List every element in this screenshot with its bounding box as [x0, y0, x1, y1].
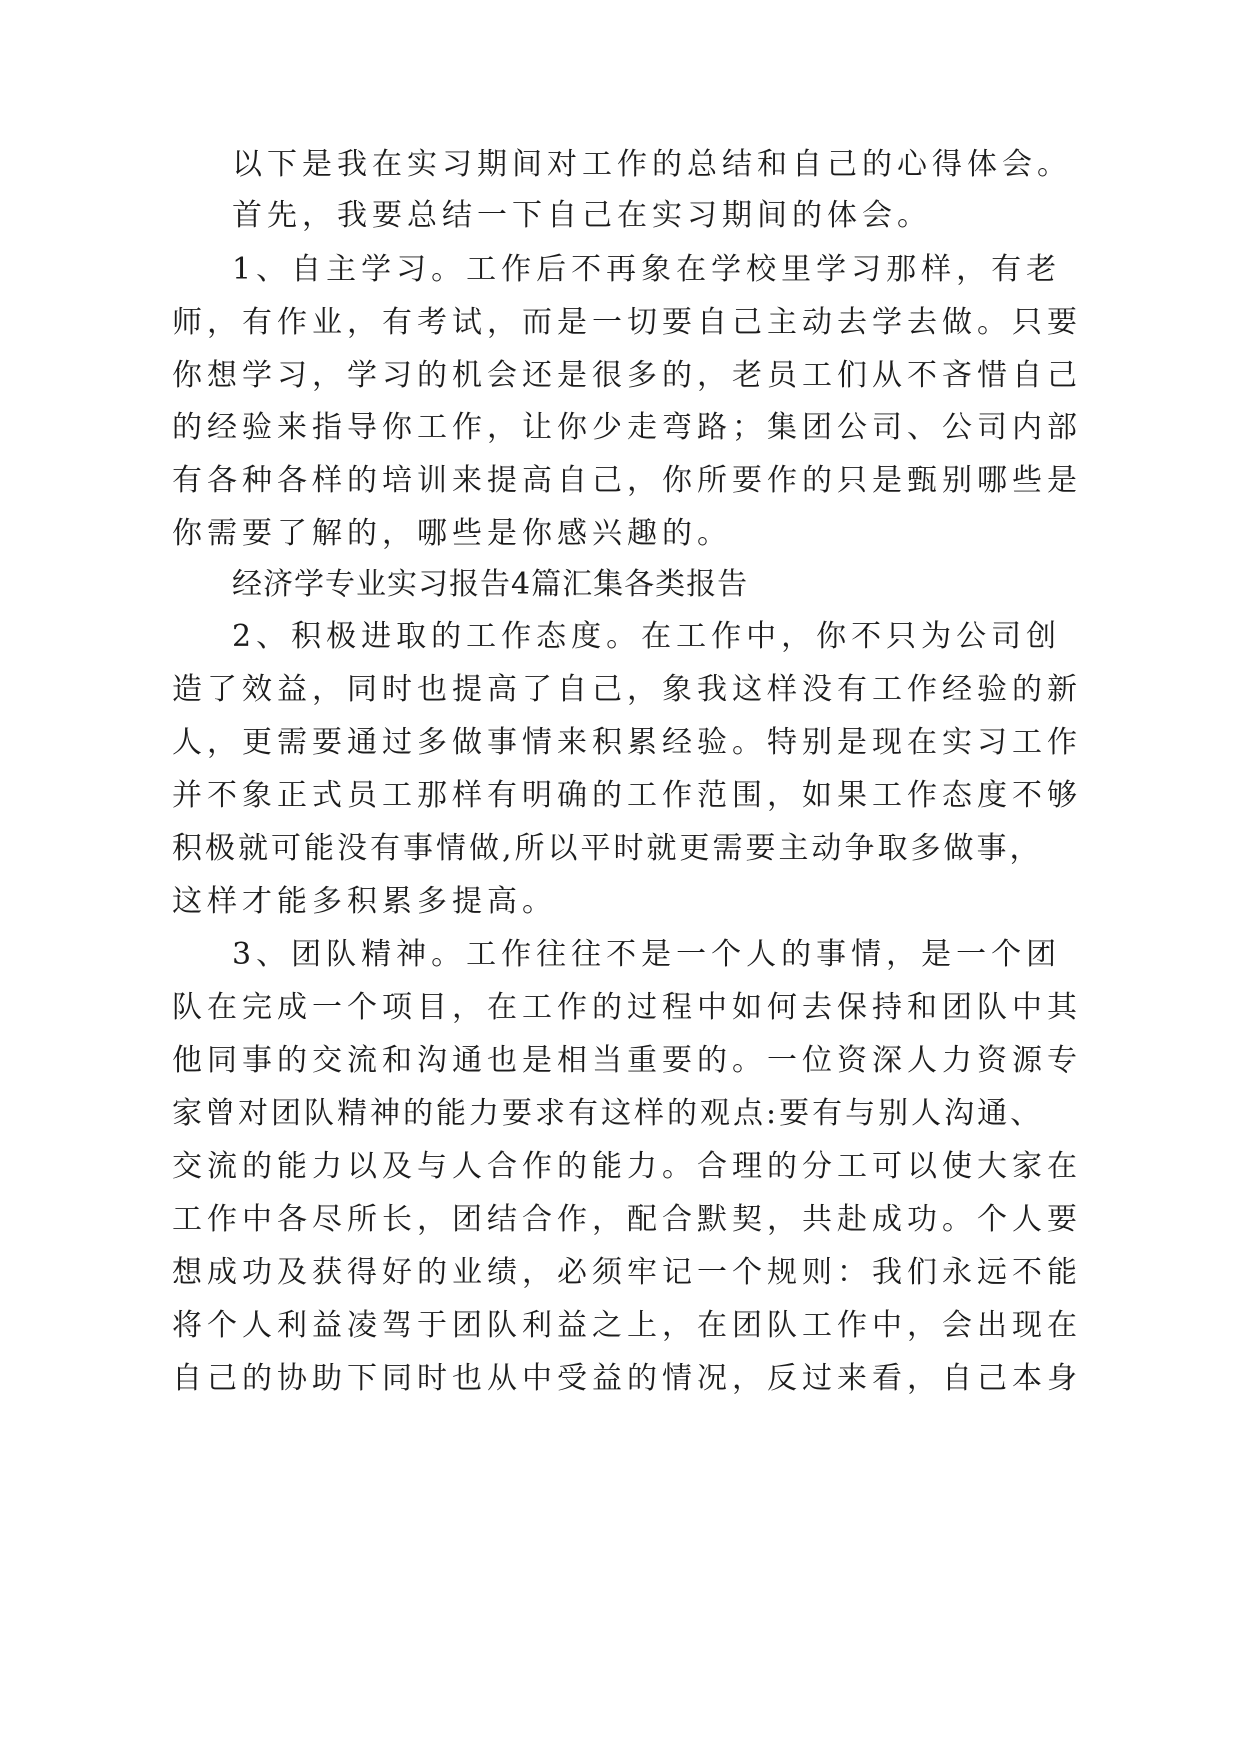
text-line: 有各种各样的培训来提高自己，你所要作的只是甄别哪些是 — [172, 463, 1082, 498]
text-line: 想成功及获得好的业绩，必须牢记一个规则：我们永远不能 — [172, 1255, 1082, 1290]
text-line: 他同事的交流和沟通也是相当重要的。一位资深人力资源专 — [172, 1043, 1082, 1078]
text-line: 人，更需要通过多做事情来积累经验。特别是现在实习工作 — [172, 725, 1082, 760]
text-line: 造了效益，同时也提高了自己，象我这样没有工作经验的新 — [172, 672, 1082, 707]
text-line: 3、团队精神。工作往往不是一个人的事情，是一个团 — [232, 937, 1062, 972]
text-line: 你需要了解的，哪些是你感兴趣的。 — [172, 516, 732, 551]
text-line: 积极就可能没有事情做,所以平时就更需要主动争取多做事， — [172, 831, 1043, 866]
text-line: 将个人利益凌驾于团队利益之上，在团队工作中，会出现在 — [172, 1308, 1082, 1343]
text-line: 这样才能多积累多提高。 — [172, 884, 557, 919]
text-line: 队在完成一个项目，在工作的过程中如何去保持和团队中其 — [172, 990, 1082, 1025]
text-line: 家曾对团队精神的能力要求有这样的观点:要有与别人沟通、 — [172, 1096, 1044, 1131]
text-line: 交流的能力以及与人合作的能力。合理的分工可以使大家在 — [172, 1149, 1082, 1184]
text-line: 首先，我要总结一下自己在实习期间的体会。 — [232, 198, 932, 233]
text-line: 并不象正式员工那样有明确的工作范围，如果工作态度不够 — [172, 778, 1082, 813]
text-line: 师，有作业，有考试，而是一切要自己主动去学去做。只要 — [172, 305, 1082, 340]
text-line: 2、积极进取的工作态度。在工作中，你不只为公司创 — [232, 619, 1062, 654]
text-line: 的经验来指导你工作，让你少走弯路；集团公司、公司内部 — [172, 410, 1082, 445]
text-line: 你想学习，学习的机会还是很多的，老员工们从不吝惜自己 — [172, 358, 1082, 393]
text-line: 1、自主学习。工作后不再象在学校里学习那样，有老 — [232, 252, 1062, 287]
heading-line: 经济学专业实习报告4篇汇集各类报告 — [232, 567, 749, 602]
text-line: 工作中各尽所长，团结合作，配合默契，共赴成功。个人要 — [172, 1202, 1082, 1237]
text-line: 自己的协助下同时也从中受益的情况，反过来看，自己本身 — [172, 1361, 1082, 1396]
text-line: 以下是我在实习期间对工作的总结和自己的心得体会。 — [232, 147, 1072, 182]
